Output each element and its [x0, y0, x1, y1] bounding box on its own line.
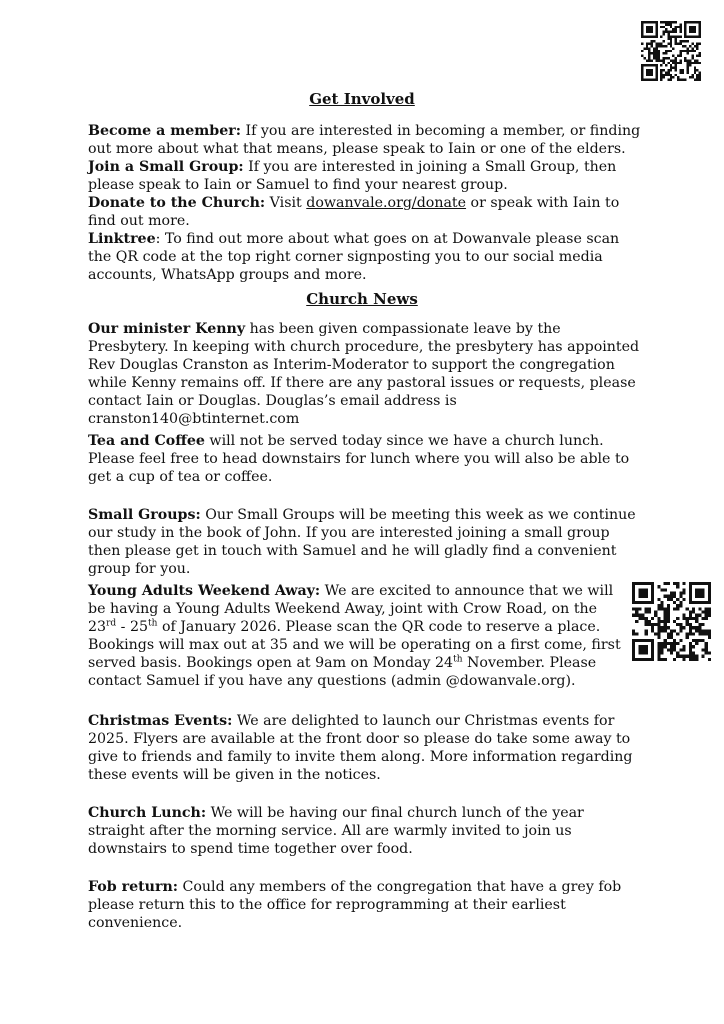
christmas-events-paragraph	[88, 712, 644, 784]
young-adults-sup-3: th	[453, 654, 463, 665]
small-group-text: If you are interested in joining a Small Group, then please speak to Iain or Samuel to find your nearest group.	[88, 159, 617, 193]
tea-coffee-text: will not be served today since we have a church lunch. Please feel free to head downstairs for lunch where you will also be able to get a cup of tea or coffee.	[88, 433, 630, 485]
young-adults-sup-2: th	[148, 618, 158, 629]
fob-return-label: Fob return:	[88, 879, 179, 895]
tea-coffee-label: Tea and Coffee	[88, 433, 205, 449]
small-group-paragraph	[88, 158, 644, 194]
young-adults-text-2: - 25	[116, 619, 149, 635]
christmas-events-text: We are delighted to launch our Christmas events for 2025. Flyers are available at the front door so please do take some away to give to friends and family to invite them along. More information regarding these events will be given in the notices.	[88, 713, 633, 783]
donate-text-after: or speak with Iain to find out more.	[88, 195, 620, 229]
donate-link[interactable]: dowanvale.org/donate	[306, 195, 467, 211]
young-adults-text-3: of January 2026. Please scan the QR code to reserve a place. Bookings will max out at 35 and we will be operating on a first come, first served basis. Bookings open at 9am on Monday 24	[88, 619, 621, 671]
church-lunch-text: We will be having our final church lunch of the year straight after the morning service. All are warmly invited to join us downstairs to spend time together over food.	[88, 805, 584, 857]
donate-text-before: Visit	[265, 195, 307, 211]
young-adults-text-1: We are excited to announce that we will be having a Young Adults Weekend Away, joint with Crow Road, on the 23	[88, 583, 614, 635]
small-group-label: Join a Small Group:	[88, 159, 244, 175]
church-lunch-paragraph	[88, 804, 644, 858]
become-member-paragraph	[88, 122, 644, 158]
become-member-label: Become a member:	[88, 123, 241, 139]
fob-return-text: Could any members of the congregation that have a grey fob please return this to the office for reprogramming at their earliest convenience.	[88, 879, 622, 931]
young-adults-paragraph	[88, 582, 628, 690]
linktree-qr-code-icon	[641, 21, 701, 81]
minister-label: Our minister Kenny	[88, 321, 246, 337]
minister-text: has been given compassionate leave by the Presbytery. In keeping with church procedure, the presbytery has appointed Rev Douglas Cranston as Interim-Moderator to support the congregation while Kenny remains off. If there are any pastoral issues or requests, please contact Iain or Douglas. Douglas’s email address is cranston140@btinternet.com	[88, 321, 640, 427]
weekend-away-qr-code-icon	[632, 582, 711, 661]
young-adults-text-4: November. Please contact Samuel if you have any questions (admin @dowanvale.org).	[88, 655, 597, 689]
small-groups-text: Our Small Groups will be meeting this week as we continue our study in the book of John. If you are interested joining a small group then please get in touch with Samuel and he will gladly find a convenient group for you.	[88, 507, 636, 577]
fob-return-paragraph	[88, 878, 644, 932]
get-involved-heading: Get Involved	[309, 90, 415, 108]
become-member-text: If you are interested in becoming a member, or finding out more about what that means, please speak to Iain or one of the elders.	[88, 123, 641, 157]
small-groups-paragraph	[88, 506, 644, 578]
young-adults-sup-1: rd	[106, 618, 117, 629]
linktree-text: : To find out more about what goes on at Dowanvale please scan the QR code at the top right corner signposting you to our social media accounts, WhatsApp groups and more.	[88, 231, 620, 283]
tea-coffee-paragraph	[88, 432, 644, 486]
church-news-heading: Church News	[306, 290, 418, 308]
linktree-label: Linktree	[88, 231, 156, 247]
small-groups-label: Small Groups:	[88, 507, 201, 523]
donate-label: Donate to the Church:	[88, 195, 266, 211]
linktree-paragraph	[88, 230, 644, 284]
donate-paragraph	[88, 194, 644, 230]
young-adults-label: Young Adults Weekend Away:	[88, 583, 321, 599]
christmas-events-label: Christmas Events:	[88, 713, 233, 729]
church-lunch-label: Church Lunch:	[88, 805, 207, 821]
minister-paragraph	[88, 320, 644, 428]
